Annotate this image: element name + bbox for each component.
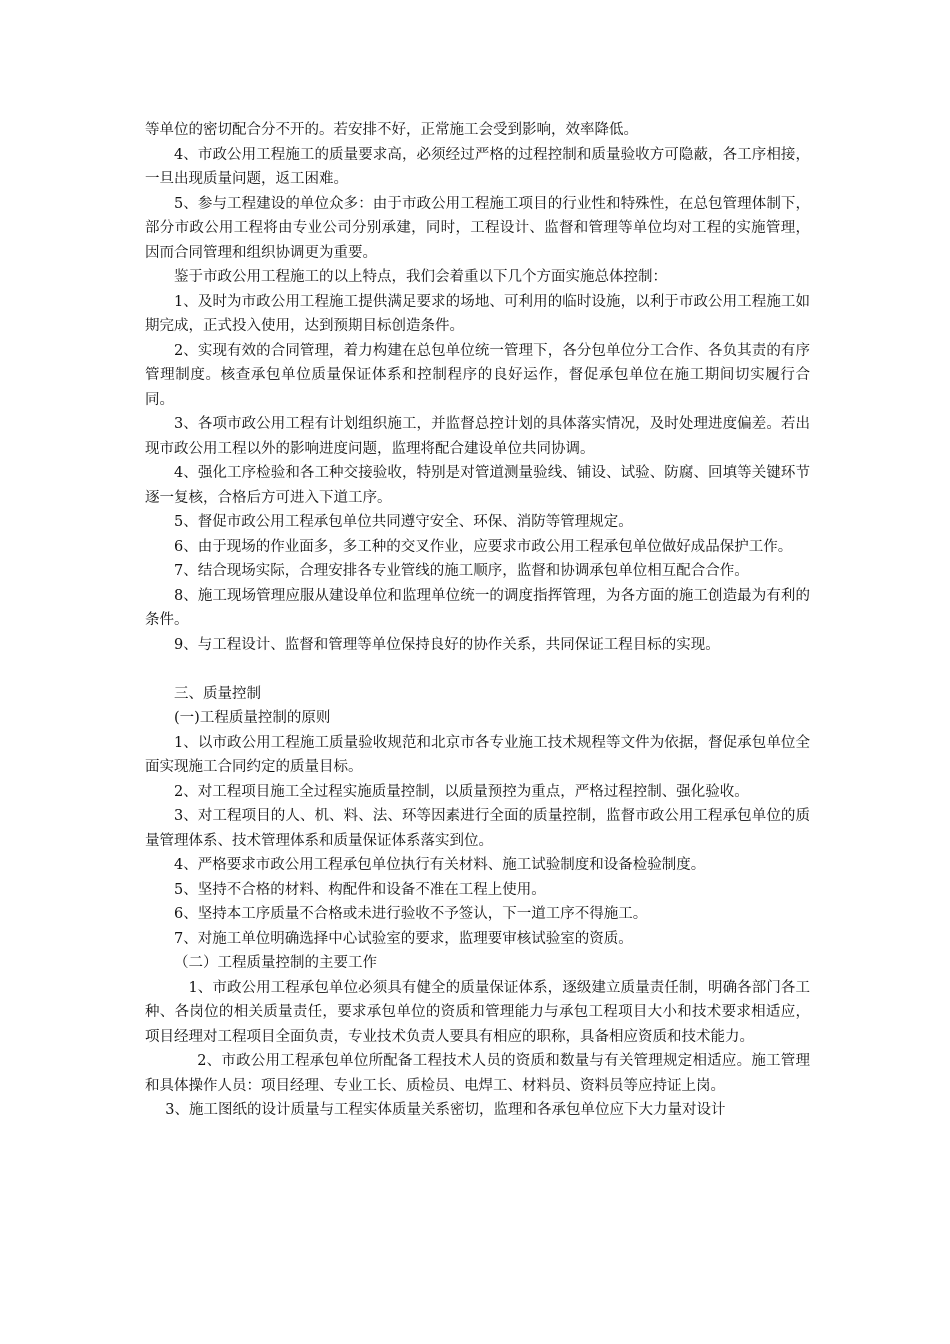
paragraph: 2、市政公用工程承包单位所配备工程技术人员的资质和数量与有关管理规定相适应。施工管理和具体操作人员：项目经理、专业工长、质检员、电焊工、材料员、资料员等应持证上岗。 xyxy=(145,1053,810,1094)
document-page xyxy=(145,118,810,1123)
paragraph: 4、强化工序检验和各工种交接验收，特别是对管道测量验线、铺设、试验、防腐、回填等关键环节逐一复核，合格后方可进入下道工序。 xyxy=(145,465,810,506)
paragraph: 等单位的密切配合分不开的。若安排不好，正常施工会受到影响，效率降低。 xyxy=(145,122,638,138)
paragraph: 9、与工程设计、监督和管理等单位保持良好的协作关系，共同保证工程目标的实现。 xyxy=(174,636,720,653)
paragraph: 6、坚持本工序质量不合格或未进行验收不予签认，下一道工序不得施工。 xyxy=(174,906,648,922)
paragraph: 7、对施工单位明确选择中心试验室的要求，监理要审核试验室的资质。 xyxy=(174,930,633,947)
paragraph: 6、由于现场的作业面多，多工种的交叉作业，应要求市政公用工程承包单位做好成品保护工作。 xyxy=(174,538,793,555)
paragraph: 1、以市政公用工程施工质量验收规范和北京市各专业施工技术规程等文件为依据，督促承包单位全面实现施工合同约定的质量目标。 xyxy=(145,734,810,775)
paragraph: （二）工程质量控制的主要工作 xyxy=(174,955,377,971)
paragraph: 2、对工程项目施工全过程实施质量控制，以质量预控为重点，严格过程控制、强化验收。 xyxy=(174,783,749,800)
paragraph: 3、对工程项目的人、机、料、法、环等因素进行全面的质量控制，监督市政公用工程承包单位的质量管理体系、技术管理体系和质量保证体系落实到位。 xyxy=(145,808,810,849)
paragraph: 3、各项市政公用工程有计划组织施工，并监督总控计划的具体落实情况，及时处理进度偏差。若出现市政公用工程以外的影响进度问题，监理将配合建设单位共同协调。 xyxy=(145,416,810,457)
paragraph: 4、市政公用工程施工的质量要求高，必须经过严格的过程控制和质量验收方可隐蔽，各工序相接，一旦出现质量问题，返工困难。 xyxy=(145,146,810,187)
paragraph: 5、参与工程建设的单位众多：由于市政公用工程施工项目的行业性和特殊性，在总包管理体制下，部分市政公用工程将由专业公司分别承建，同时，工程设计、监督和管理等单位均对工程的实施管理，因而合同管理和组织协调更为重要。 xyxy=(145,195,810,261)
blank-line xyxy=(145,657,810,682)
paragraph: 4、严格要求市政公用工程承包单位执行有关材料、施工试验制度和设备检验制度。 xyxy=(174,857,706,873)
paragraph: 2、实现有效的合同管理，着力构建在总包单位统一管理下，各分包单位分工合作、各负其责的有序管理制度。核查承包单位质量保证体系和控制程序的良好运作，督促承包单位在施工期间切实履行合同。 xyxy=(145,342,810,408)
paragraph: 1、市政公用工程承包单位必须具有健全的质量保证体系，逐级建立质量责任制，明确各部门各工种、各岗位的相关质量责任，要求承包单位的资质和管理能力与承包工程项目大小和技术要求相适应，项目经理对工程项目全面负责，专业技术负责人要具有相应的职称，具备相应资质和技术能力。 xyxy=(145,979,810,1045)
paragraph: 5、坚持不合格的材料、构配件和设备不准在工程上使用。 xyxy=(174,881,546,898)
paragraph: (一)工程质量控制的原则 xyxy=(174,710,331,726)
paragraph: 三、质量控制 xyxy=(174,685,261,702)
paragraph: 1、及时为市政公用工程施工提供满足要求的场地、可利用的临时设施，以利于市政公用工程施工如期完成，正式投入使用，达到预期目标创造条件。 xyxy=(145,293,810,334)
paragraph: 鉴于市政公用工程施工的以上特点，我们会着重以下几个方面实施总体控制： xyxy=(174,269,667,285)
paragraph: 8、施工现场管理应服从建设单位和监理单位统一的调度指挥管理，为各方面的施工创造最为有利的条件。 xyxy=(145,587,810,628)
paragraph: 5、督促市政公用工程承包单位共同遵守安全、环保、消防等管理规定。 xyxy=(174,514,633,530)
paragraph: 7、结合现场实际，合理安排各专业管线的施工顺序，监督和协调承包单位相互配合合作。 xyxy=(174,563,749,579)
paragraph: 3、施工图纸的设计质量与工程实体质量关系密切，监理和各承包单位应下大力量对设计 xyxy=(165,1102,726,1118)
